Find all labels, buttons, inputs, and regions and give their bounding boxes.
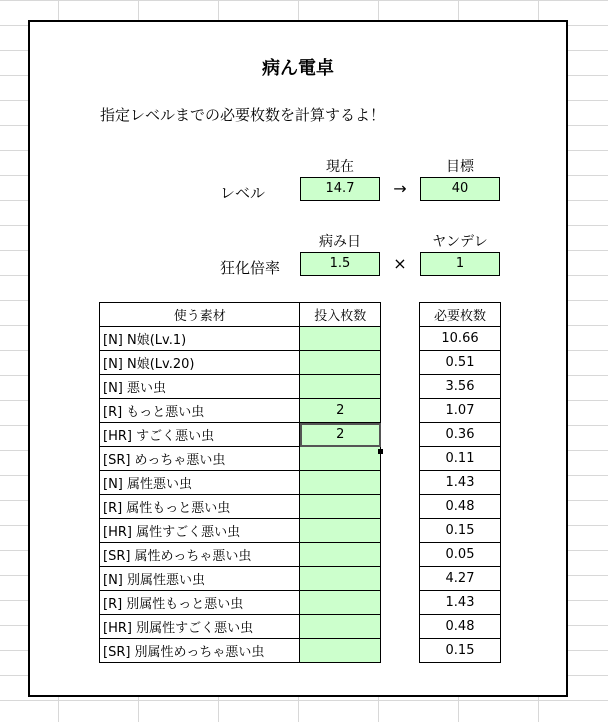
- material-name: [N] N娘(Lv.1): [100, 327, 300, 351]
- required-row: [420, 351, 501, 375]
- header-material: 使う素材: [100, 303, 300, 327]
- quantity-input-cell[interactable]: [300, 375, 381, 399]
- required-count-cell: 4.27: [420, 567, 501, 591]
- required-count-cell: 0.48: [420, 495, 501, 519]
- quantity-input-cell[interactable]: [300, 591, 381, 615]
- material-row: [100, 639, 381, 663]
- required-row: [420, 591, 501, 615]
- material-name: [SR] 別属性めっちゃ悪い虫: [100, 639, 300, 663]
- required-row: [420, 423, 501, 447]
- required-count-cell: 0.51: [420, 351, 501, 375]
- yandere-cell[interactable]: 1: [420, 252, 500, 276]
- quantity-input-cell[interactable]: [300, 447, 381, 471]
- material-name: [N] N娘(Lv.20): [100, 351, 300, 375]
- material-name: [HR] 別属性すごく悪い虫: [100, 615, 300, 639]
- materials-table: [99, 302, 381, 663]
- multiply-icon: ×: [393, 254, 407, 273]
- required-row: [420, 447, 501, 471]
- required-table: [419, 302, 501, 663]
- material-name: [N] 属性悪い虫: [100, 471, 300, 495]
- required-row: [420, 327, 501, 351]
- required-row: [420, 543, 501, 567]
- quantity-input-cell[interactable]: 2: [300, 399, 381, 423]
- quantity-input-cell[interactable]: [300, 639, 381, 663]
- materials-header-row: [100, 303, 381, 327]
- fill-handle[interactable]: [378, 449, 383, 454]
- level-label: レベル: [220, 184, 266, 202]
- required-count-cell: 1.07: [420, 399, 501, 423]
- material-row: [100, 399, 381, 423]
- material-name: [N] 悪い虫: [100, 375, 300, 399]
- required-row: [420, 375, 501, 399]
- required-row: [420, 495, 501, 519]
- sick-day-cell[interactable]: 1.5: [300, 252, 380, 276]
- required-row: [420, 399, 501, 423]
- target-header: 目標: [446, 159, 474, 175]
- quantity-input-cell[interactable]: 2: [300, 423, 381, 447]
- required-row: [420, 567, 501, 591]
- sick-day-header: 病み日: [319, 234, 361, 250]
- quantity-input-cell[interactable]: [300, 615, 381, 639]
- material-name: [SR] 属性めっちゃ悪い虫: [100, 543, 300, 567]
- quantity-input-cell[interactable]: [300, 327, 381, 351]
- quantity-input-cell[interactable]: [300, 495, 381, 519]
- material-row: [100, 423, 381, 447]
- material-row: [100, 615, 381, 639]
- description-text: 指定レベルまでの必要枚数を計算するよ！: [100, 106, 386, 124]
- required-row: [420, 519, 501, 543]
- required-count-cell: 0.48: [420, 615, 501, 639]
- required-count-cell: 10.66: [420, 327, 501, 351]
- material-row: [100, 567, 381, 591]
- required-header-row: [420, 303, 501, 327]
- material-name: [R] 別属性もっと悪い虫: [100, 591, 300, 615]
- required-count-cell: 0.05: [420, 543, 501, 567]
- material-name: [HR] すごく悪い虫: [100, 423, 300, 447]
- required-row: [420, 615, 501, 639]
- arrow-icon: →: [393, 179, 407, 198]
- header-quantity: 投入枚数: [300, 303, 381, 327]
- required-count-cell: 3.56: [420, 375, 501, 399]
- current-level-cell[interactable]: 14.7: [300, 177, 380, 201]
- target-level-cell[interactable]: 40: [420, 177, 500, 201]
- required-count-cell: 1.43: [420, 471, 501, 495]
- material-row: [100, 543, 381, 567]
- required-count-cell: 0.15: [420, 639, 501, 663]
- required-row: [420, 639, 501, 663]
- header-required: 必要枚数: [420, 303, 501, 327]
- quantity-input-cell[interactable]: [300, 519, 381, 543]
- current-header: 現在: [326, 159, 354, 175]
- material-name: [N] 別属性悪い虫: [100, 567, 300, 591]
- material-row: [100, 495, 381, 519]
- material-row: [100, 447, 381, 471]
- required-count-cell: 0.36: [420, 423, 501, 447]
- quantity-input-cell[interactable]: [300, 543, 381, 567]
- material-row: [100, 327, 381, 351]
- rate-label: 狂化倍率: [220, 259, 281, 277]
- material-name: [SR] めっちゃ悪い虫: [100, 447, 300, 471]
- material-row: [100, 471, 381, 495]
- quantity-input-cell[interactable]: [300, 567, 381, 591]
- required-count-cell: 0.15: [420, 519, 501, 543]
- material-row: [100, 375, 381, 399]
- material-row: [100, 519, 381, 543]
- material-name: [R] もっと悪い虫: [100, 399, 300, 423]
- quantity-input-cell[interactable]: [300, 471, 381, 495]
- material-row: [100, 591, 381, 615]
- material-name: [HR] 属性すごく悪い虫: [100, 519, 300, 543]
- page-title: 病ん電卓: [262, 58, 334, 79]
- required-count-cell: 1.43: [420, 591, 501, 615]
- yandere-header: ヤンデレ: [432, 234, 488, 250]
- calculator-sheet: [28, 20, 568, 697]
- required-count-cell: 0.11: [420, 447, 501, 471]
- quantity-input-cell[interactable]: [300, 351, 381, 375]
- material-name: [R] 属性もっと悪い虫: [100, 495, 300, 519]
- required-row: [420, 471, 501, 495]
- material-row: [100, 351, 381, 375]
